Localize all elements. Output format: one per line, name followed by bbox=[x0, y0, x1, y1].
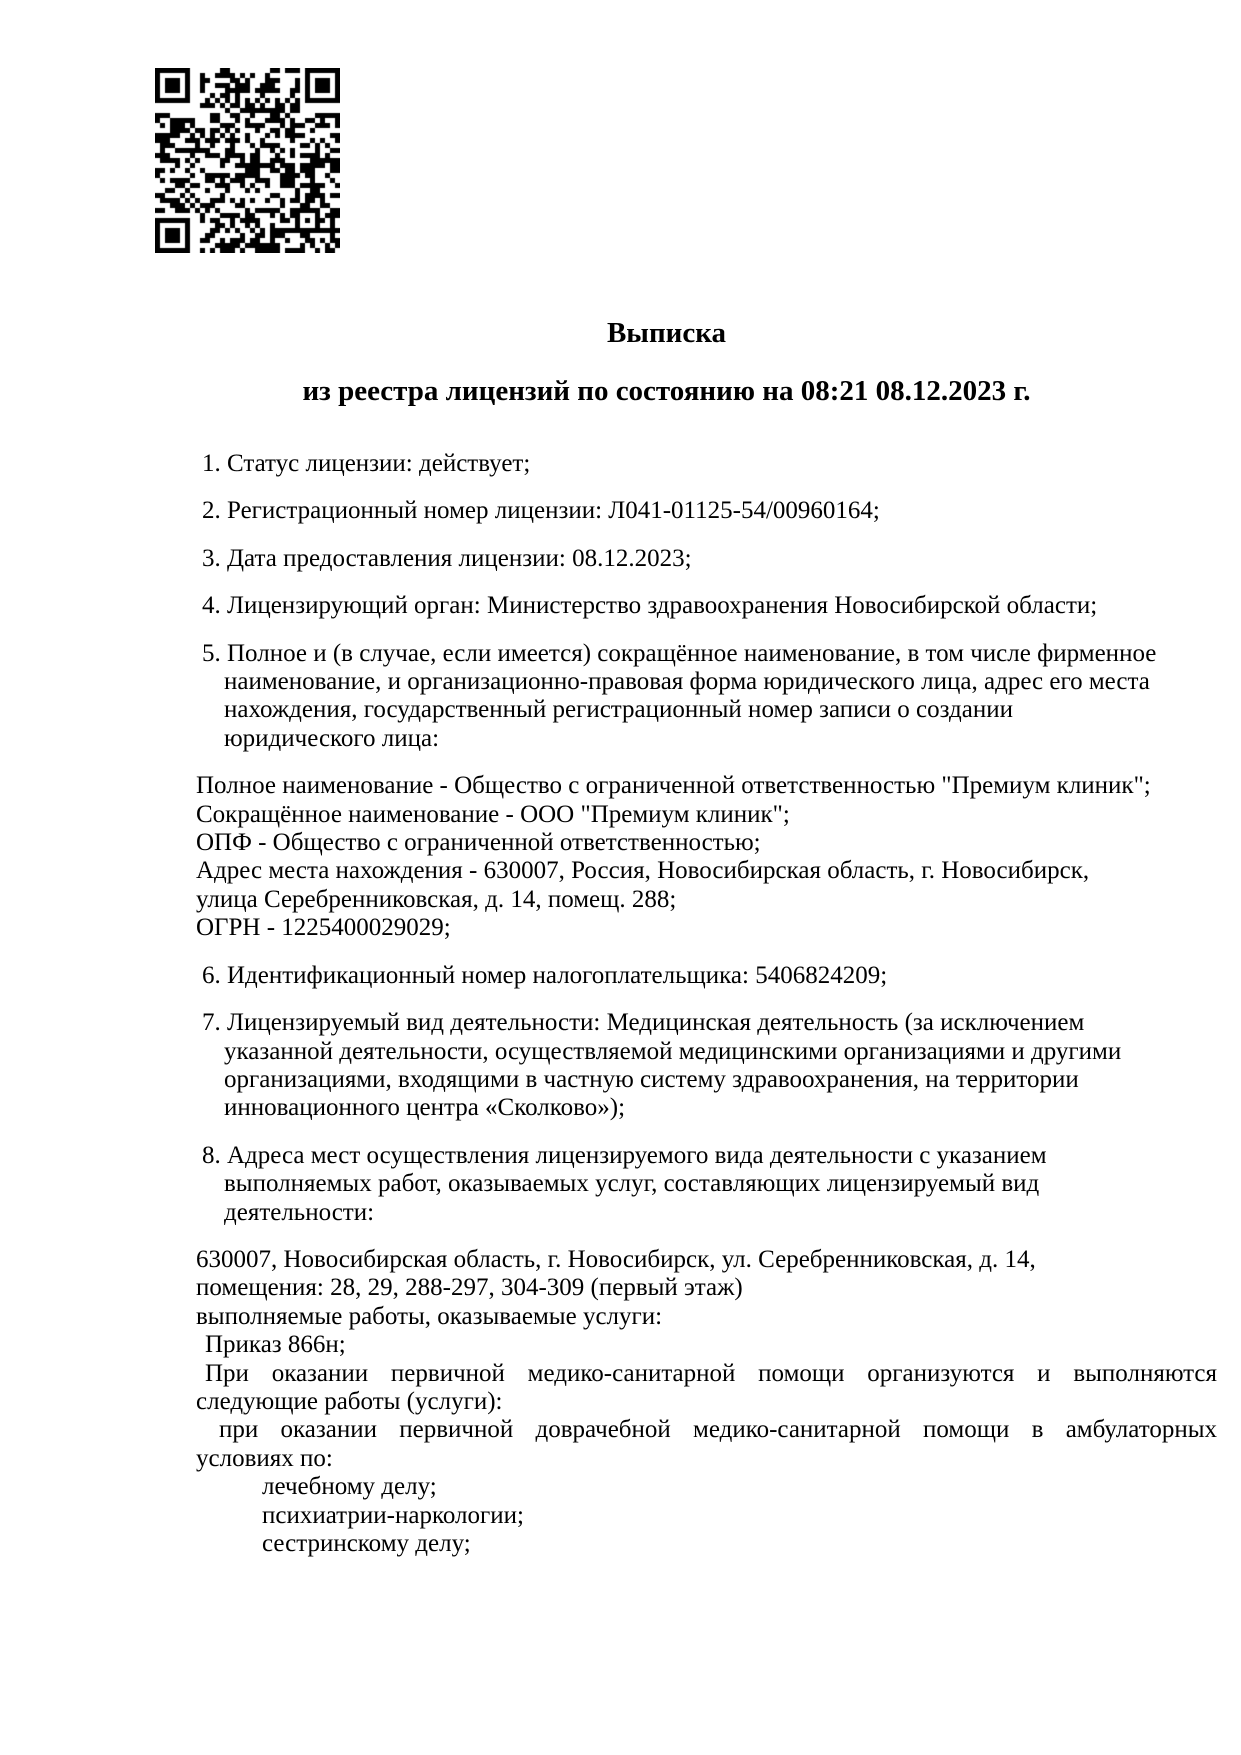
text-line: 6. Идентификационный номер налогоплательщика: 5406824209; bbox=[202, 961, 888, 989]
item-licensed-activity bbox=[196, 1009, 1217, 1123]
text-line: лечебному делу; bbox=[262, 1473, 437, 1501]
text-line: При оказании первичной медико-санитарной помощи организуются и выполняются bbox=[205, 1359, 1217, 1387]
text-line: деятельности: bbox=[224, 1198, 375, 1226]
text-line: психиатрии-наркологии; bbox=[262, 1501, 524, 1529]
item-taxpayer-number bbox=[196, 962, 1217, 990]
text-line: выполняемые работы, оказываемые услуги: bbox=[196, 1302, 663, 1330]
text-line: при оказании первичной доврачебной медико-санитарной помощи в амбулаторных bbox=[219, 1416, 1217, 1444]
item-org-name-heading bbox=[196, 640, 1217, 754]
text-line: Приказ 866н; bbox=[205, 1331, 346, 1359]
document-subtitle: из реестра лицензий по состоянию на 08:21 08.12.2023 г. bbox=[302, 375, 1031, 407]
text-line: ОПФ - Общество с ограниченной ответственностью; bbox=[196, 829, 761, 857]
text-line: 8. Адреса мест осуществления лицензируемого вида деятельности с указанием bbox=[202, 1141, 1047, 1169]
text-line: 630007, Новосибирская область, г. Новосибирск, ул. Серебренниковская, д. 14, bbox=[196, 1245, 1036, 1273]
text-line: ОГРН - 1225400029029; bbox=[196, 914, 451, 942]
document-body bbox=[196, 316, 1217, 1558]
document-title: Выписка bbox=[606, 317, 727, 349]
text-line: 2. Регистрационный номер лицензии: Л041-01125-54/00960164; bbox=[202, 497, 880, 525]
text-line: Полное наименование - Общество с ограниченной ответственностью "Премиум клиник"; bbox=[196, 772, 1151, 800]
item-registration-number bbox=[196, 497, 1217, 525]
text-line: 3. Дата предоставления лицензии: 08.12.2023; bbox=[202, 544, 692, 572]
text-line: 4. Лицензирующий орган: Министерство здравоохранения Новосибирской области; bbox=[202, 592, 1098, 620]
text-line: сестринскому делу; bbox=[262, 1530, 471, 1557]
text-line: организациями, входящими в частную систему здравоохранения, на территории bbox=[224, 1065, 1079, 1093]
qr-code bbox=[155, 68, 340, 253]
text-line: 1. Статус лицензии: действует; bbox=[202, 450, 531, 477]
text-line: помещения: 28, 29, 288-297, 304-309 (первый этаж) bbox=[196, 1274, 743, 1302]
text-line: юридического лица: bbox=[224, 724, 440, 752]
text-line: наименование, и организационно-правовая форма юридического лица, адрес его места bbox=[224, 668, 1150, 696]
text-line: улица Серебренниковская, д. 14, помещ. 288; bbox=[196, 885, 677, 913]
addresses-block bbox=[196, 1246, 1217, 1558]
text-line: 5. Полное и (в случае, если имеется) сокращённое наименование, в том числе фирменное bbox=[202, 639, 1157, 667]
item-license-status bbox=[196, 450, 1217, 478]
text-line: инновационного центра «Сколково»); bbox=[224, 1094, 626, 1122]
document-text bbox=[196, 450, 1217, 1558]
text-line: указанной деятельности, осуществляемой медицинскими организациями и другими bbox=[224, 1037, 1122, 1065]
text-line: Адрес места нахождения - 630007, Россия, Новосибирская область, г. Новосибирск, bbox=[196, 857, 1090, 885]
text-line: 7. Лицензируемый вид деятельности: Медицинская деятельность (за исключением bbox=[202, 1009, 1085, 1037]
text-line: следующие работы (услуги): bbox=[196, 1387, 503, 1415]
item-activity-addresses-heading bbox=[196, 1142, 1217, 1227]
text-line: выполняемых работ, оказываемых услуг, составляющих лицензируемый вид bbox=[224, 1170, 1040, 1198]
text-line: Сокращённое наименование - ООО "Премиум клиник"; bbox=[196, 800, 790, 828]
text-line: условиях по: bbox=[196, 1444, 333, 1472]
org-details-block bbox=[196, 772, 1217, 942]
item-license-date bbox=[196, 545, 1217, 573]
text-line: нахождения, государственный регистрационный номер записи о создании bbox=[224, 696, 1013, 724]
item-licensing-authority bbox=[196, 592, 1217, 620]
